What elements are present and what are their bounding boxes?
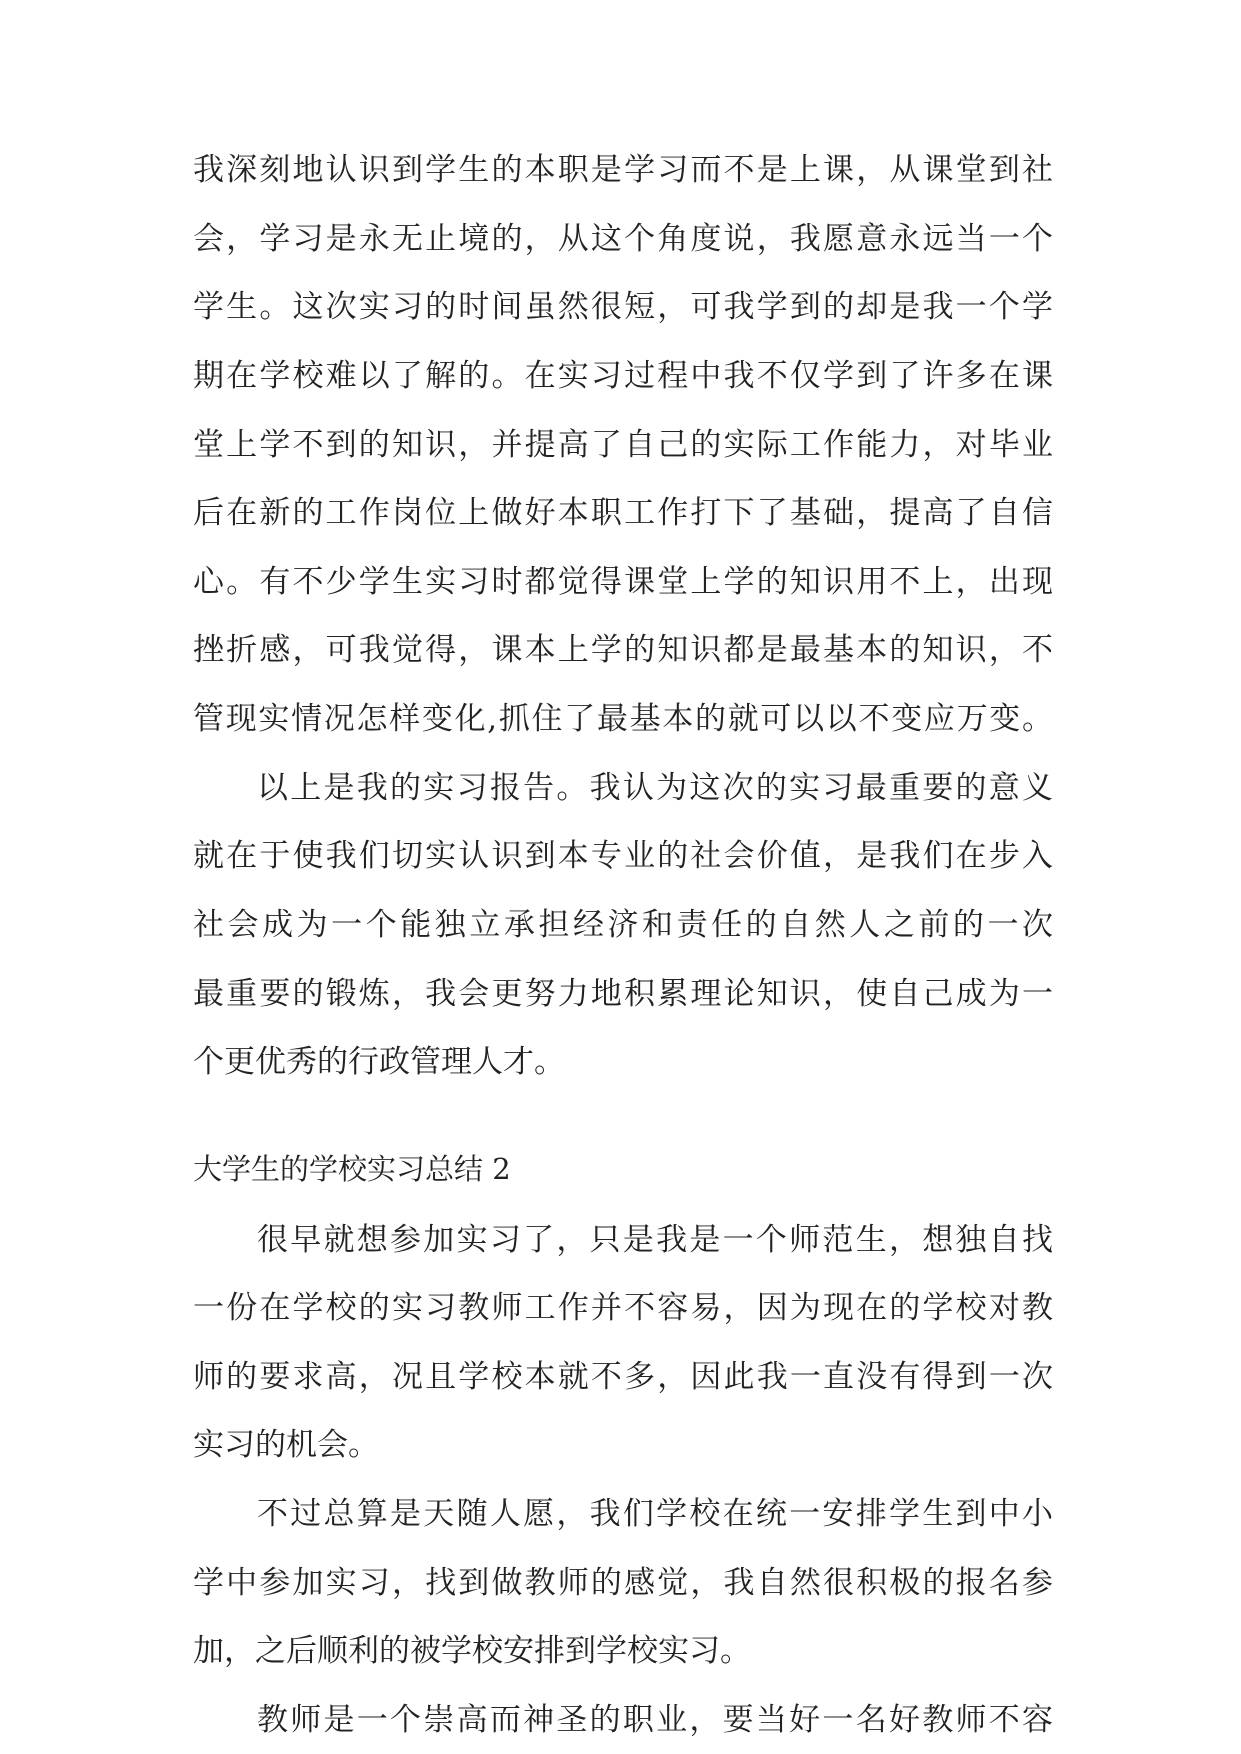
paragraph-line: 社会成为一个能独立承担经济和责任的自然人之前的一次 — [193, 907, 1053, 943]
paragraph-line: 师的要求高，况且学校本就不多，因此我一直没有得到一次 — [193, 1359, 1053, 1395]
paragraph-line: 不过总算是天随人愿，我们学校在统一安排学生到中小 — [257, 1496, 1053, 1532]
paragraph-line: 一份在学校的实习教师工作并不容易，因为现在的学校对教 — [193, 1290, 1053, 1326]
paragraph-line: 加，之后顺利的被学校安排到学校实习。 — [193, 1633, 751, 1669]
paragraph-line: 教师是一个崇高而神圣的职业，要当好一名好教师不容 — [257, 1702, 1053, 1738]
paragraph-line: 最重要的锻炼，我会更努力地积累理论知识，使自己成为一 — [193, 976, 1053, 1012]
paragraph-line: 后在新的工作岗位上做好本职工作打下了基础，提高了自信 — [193, 495, 1053, 531]
paragraph-line: 我深刻地认识到学生的本职是学习而不是上课，从课堂到社 — [193, 152, 1053, 188]
paragraph-line: 个更优秀的行政管理人才。 — [193, 1044, 565, 1080]
paragraph-line: 期在学校难以了解的。在实习过程中我不仅学到了许多在课 — [193, 358, 1053, 394]
paragraph-line: 挫折感，可我觉得，课本上学的知识都是最基本的知识，不 — [193, 632, 1053, 668]
paragraph-line: 学中参加实习，找到做教师的感觉，我自然很积极的报名参 — [193, 1565, 1053, 1601]
paragraph-line: 会，学习是永无止境的，从这个角度说，我愿意永远当一个 — [193, 221, 1053, 257]
section-title: 大学生的学校实习总结 2 — [193, 1152, 511, 1186]
paragraph-line: 心。有不少学生实习时都觉得课堂上学的知识用不上，出现 — [193, 564, 1053, 600]
paragraph-line: 以上是我的实习报告。我认为这次的实习最重要的意义 — [257, 770, 1053, 806]
paragraph-line: 很早就想参加实习了，只是我是一个师范生，想独自找 — [257, 1222, 1053, 1258]
paragraph-line: 堂上学不到的知识，并提高了自己的实际工作能力，对毕业 — [193, 427, 1053, 463]
paragraph-line: 管现实情况怎样变化,抓住了最基本的就可以以不变应万变。 — [193, 701, 1053, 737]
paragraph-line: 学生。这次实习的时间虽然很短，可我学到的却是我一个学 — [193, 289, 1053, 325]
paragraph-line: 实习的机会。 — [193, 1427, 379, 1463]
paragraph-line: 就在于使我们切实认识到本专业的社会价值，是我们在步入 — [193, 838, 1053, 874]
